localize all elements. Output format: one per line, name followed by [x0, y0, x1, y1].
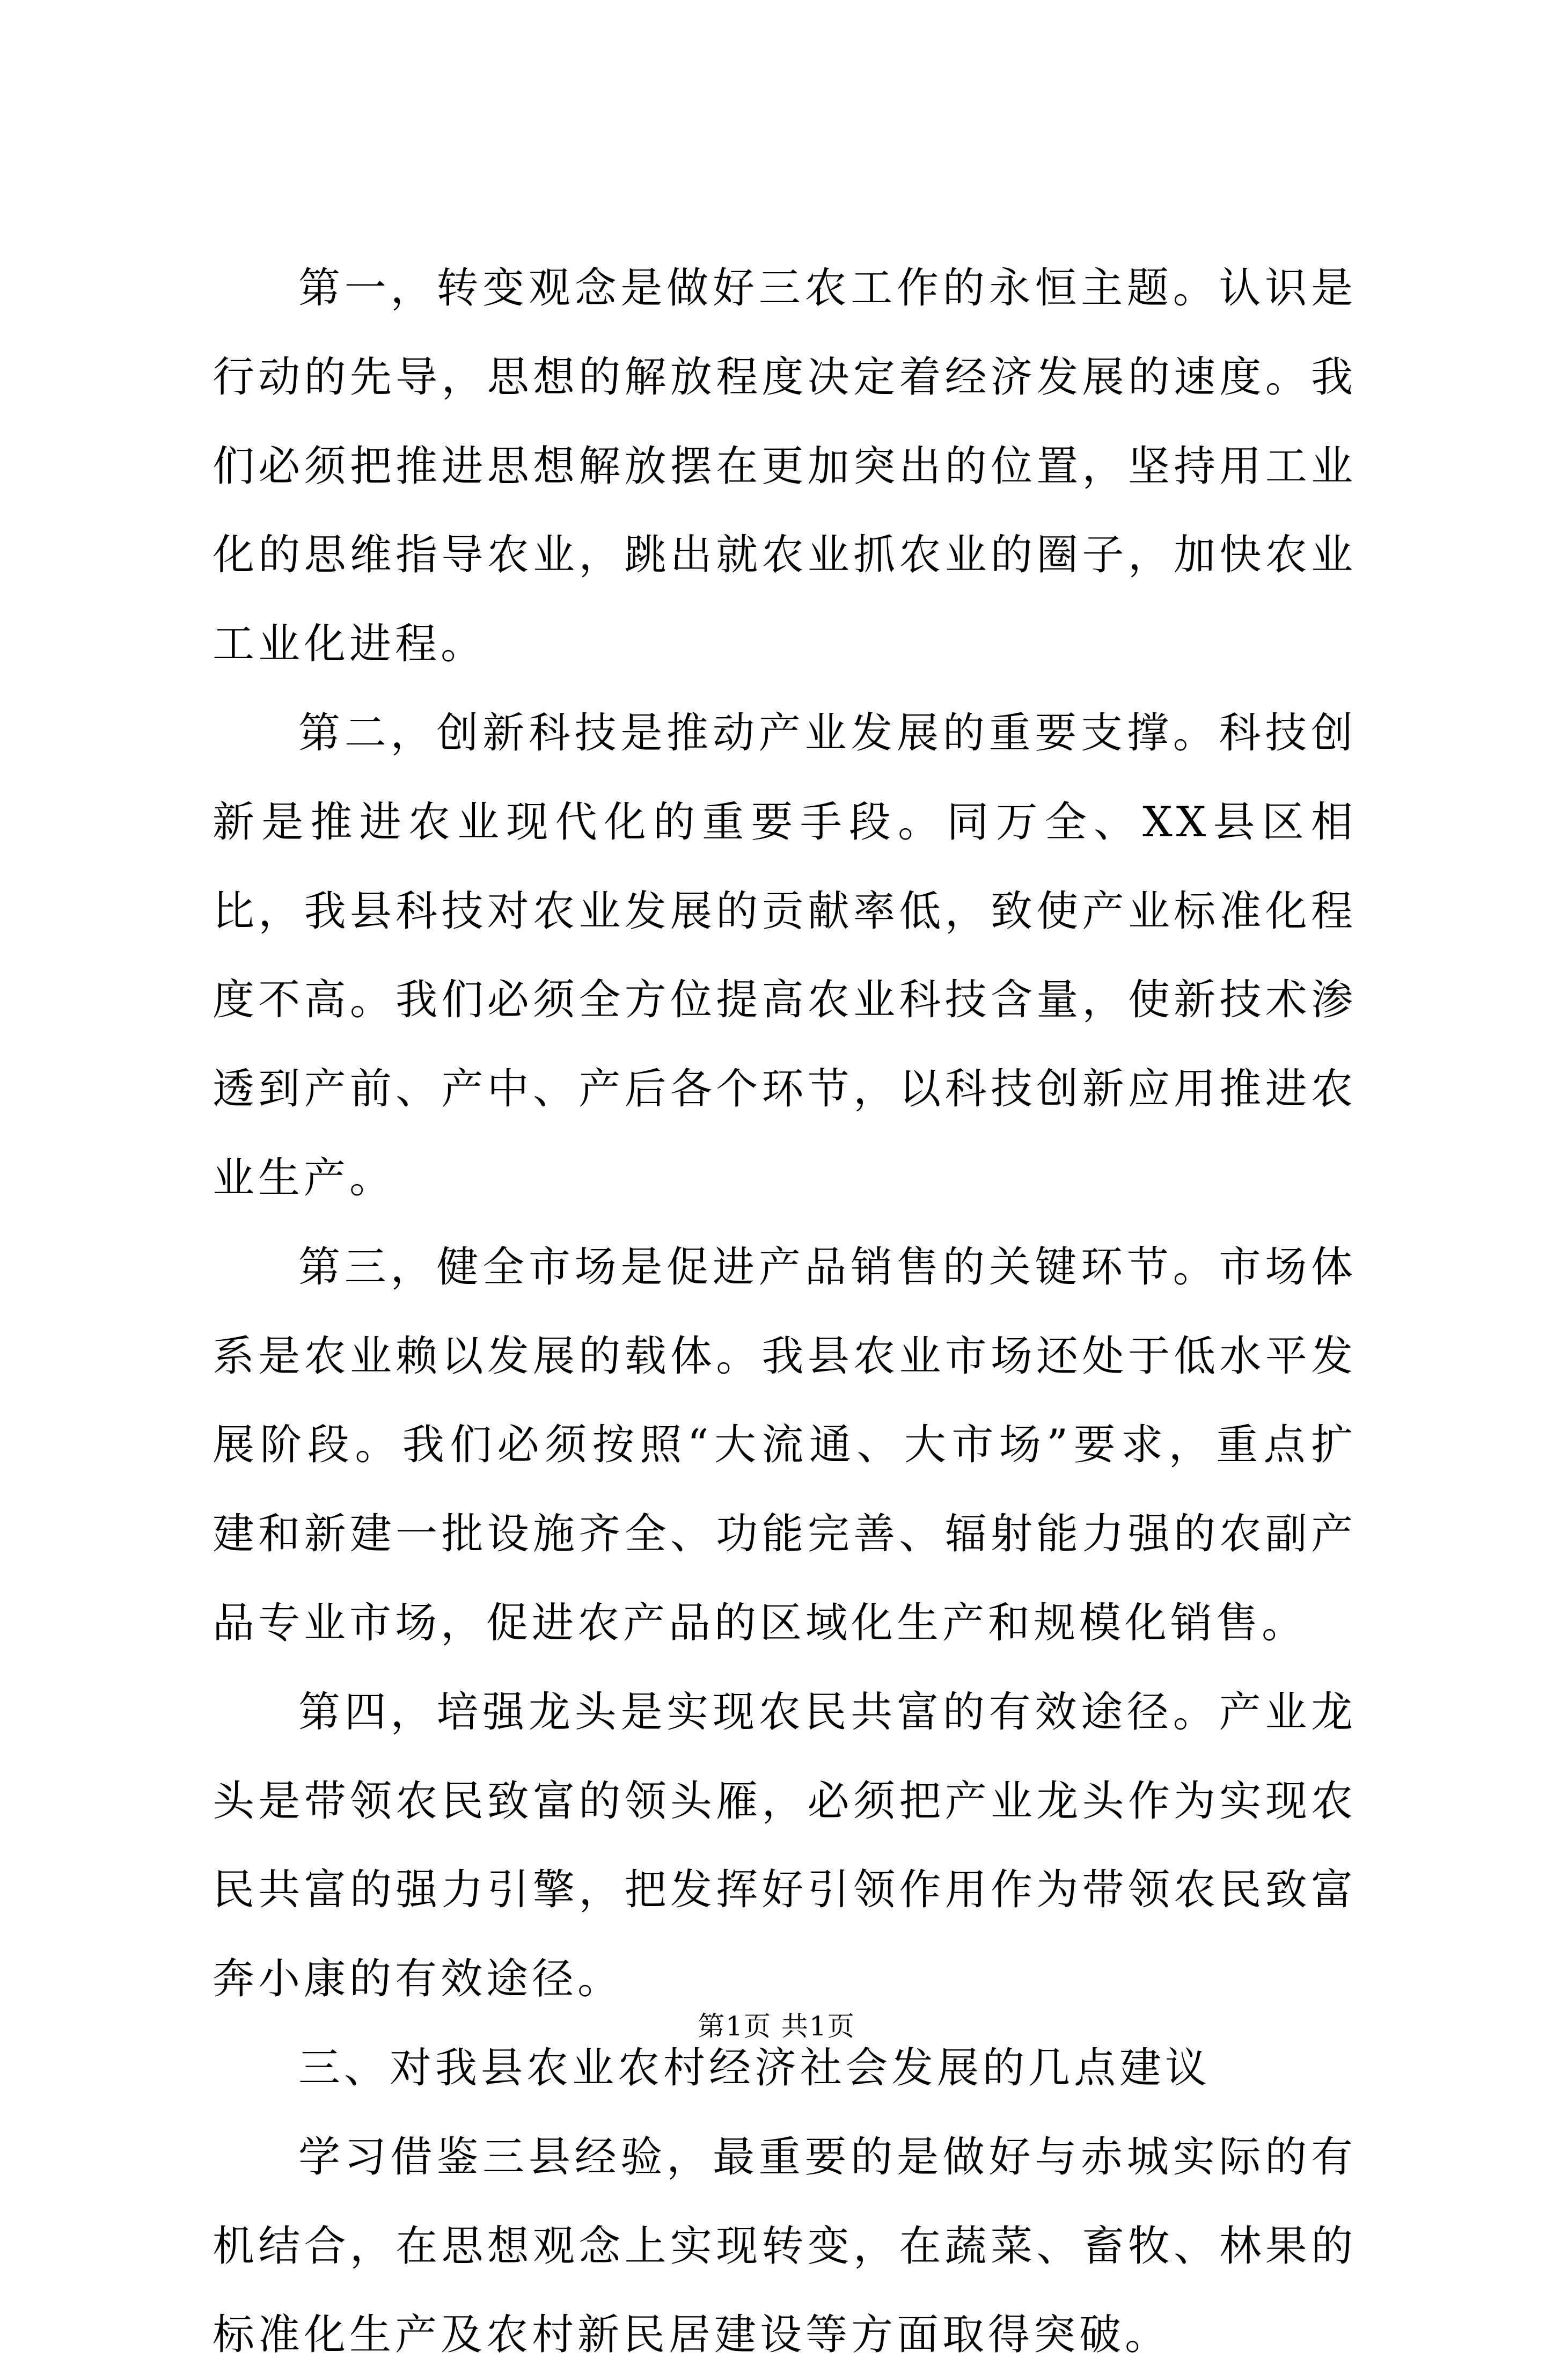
- paragraph-3: 第三，健全市场是促进产品销售的关键环节。市场体系是农业赖以发展的载体。我县农业市场还处于低水平发展阶段。我们必须按照“大流通、大市场”要求，重点扩建和新建一批设施齐全、功能完善、辐射能力强的农副产品专业市场，促进农产品的区域化生产和规模化销售。: [213, 1243, 1357, 1647]
- paragraph-5: 学习借鉴三县经验，最重要的是做好与赤城实际的有机结合，在思想观念上实现转变，在蔬菜、畜牧、林果的标准化生产及农村新民居建设等方面取得突破。: [213, 2133, 1357, 2360]
- paragraph-2: 第二，创新科技是推动产业发展的重要支撑。科技创新是推进农业现代化的重要手段。同万全、XX县区相比，我县科技对农业发展的贡献率低，致使产业标准化程度不高。我们必须全方位提高农业科技含量，使新技术渗透到产前、产中、产后各个环节，以科技创新应用推进农业生产。: [213, 709, 1357, 1202]
- paragraph-4: 第四，培强龙头是实现农民共富的有效途径。产业龙头是带领农民致富的领头雁，必须把产业龙头作为实现农民共富的强力引擎，把发挥好引领作用作为带领农民致富奔小康的有效途径。: [213, 1688, 1357, 2004]
- page-footer: 第1页 共1页: [698, 2011, 855, 2042]
- paragraph-1: 第一，转变观念是做好三农工作的永恒主题。认识是行动的先导，思想的解放程度决定着经济发展的速度。我们必须把推进思想解放摆在更加突出的位置，坚持用工业化的思维指导农业，跳出就农业抓农业的圈子，加快农业工业化进程。: [213, 264, 1357, 669]
- document-body: [213, 244, 1357, 2380]
- section-heading: 三、对我县农业农村经济社会发展的几点建议: [298, 2043, 1211, 2092]
